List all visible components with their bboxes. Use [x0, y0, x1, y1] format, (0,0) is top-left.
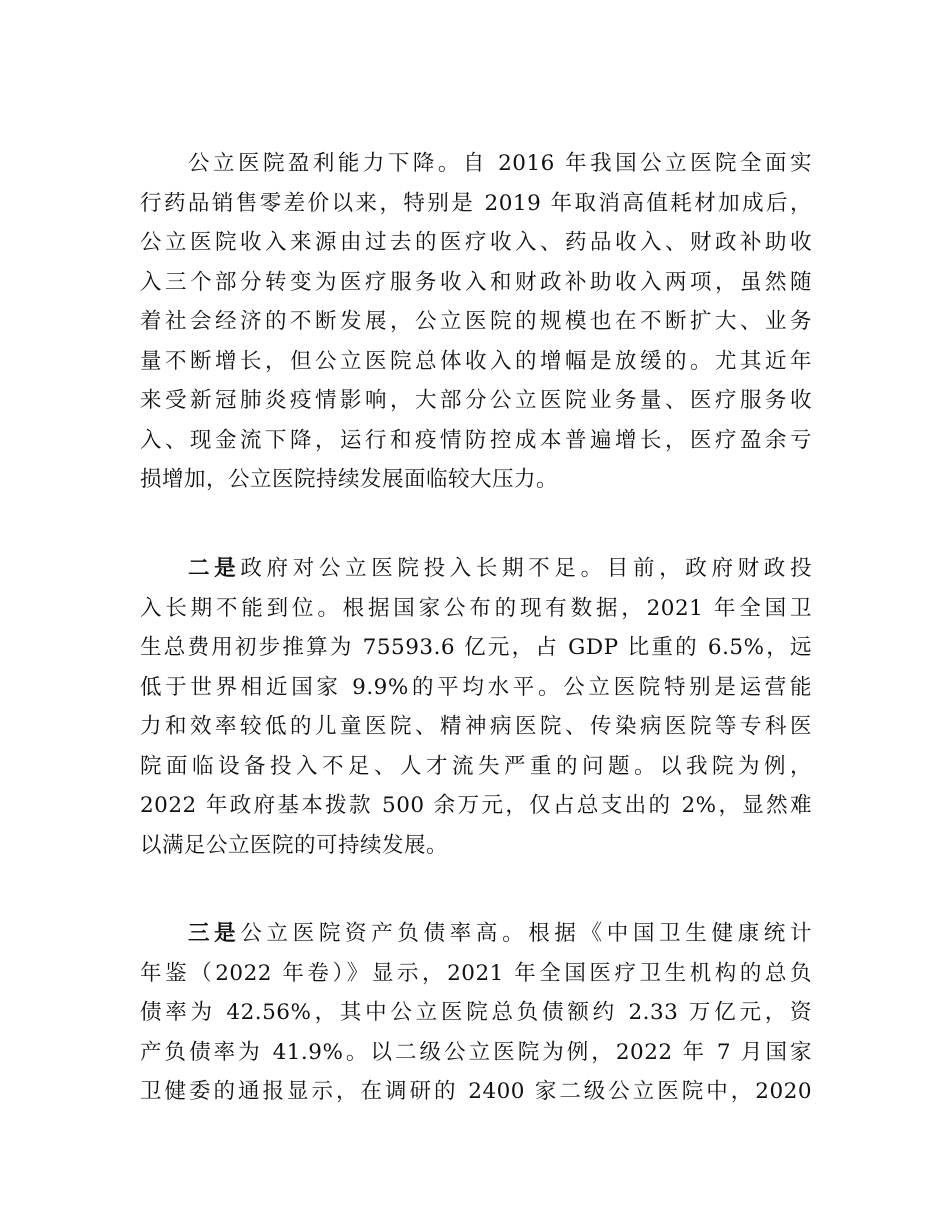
text-line: 力和效率较低的儿童医院、精神病医院、传染病医院等专科医	[140, 714, 812, 739]
paragraph-debt-ratio	[140, 914, 812, 1112]
text-line	[140, 549, 812, 589]
text-line: 2022 年政府基本拨款 500 余万元，仅占总支出的 2%，显然难	[140, 793, 812, 818]
text-line: 公立医院盈利能力下降。自 2016 年我国公立医院全面实	[188, 151, 812, 176]
paragraph-government-investment	[140, 549, 812, 865]
text-line: 产负债率为 41.9%。以二级公立医院为例，2022 年 7 月国家	[140, 1039, 812, 1065]
paragraph-profitability	[140, 144, 812, 500]
text-line: 生总费用初步推算为 75593.6 亿元，占 GDP 比重的 6.5%，远	[140, 635, 812, 660]
text-line: 着社会经济的不断发展，公立医院的规模也在不断扩大、业务	[140, 309, 812, 334]
text-line: 院面临设备投入不足、人才流失严重的问题。以我院为例，	[140, 753, 812, 779]
text-line: 债率为 42.56%，其中公立医院总负债额约 2.33 万亿元，资	[140, 1000, 812, 1025]
text-line: 量不断增长，但公立医院总体收入的增幅是放缓的。尤其近年	[140, 348, 812, 374]
paragraph-lead: 二是	[188, 556, 241, 581]
text-line: 年鉴（2022 年卷）》显示，2021 年全国医疗卫生机构的总负	[140, 960, 812, 986]
text-line: 入三个部分转变为医疗服务收入和财政补助收入两项，虽然随	[140, 269, 812, 295]
text-line-content: 政府对公立医院投入长期不足。目前，政府财政投	[240, 556, 812, 581]
text-line	[140, 914, 812, 954]
text-line: 入长期不能到位。根据国家公布的现有数据，2021 年全国卫	[140, 595, 812, 621]
text-line: 行药品销售零差价以来，特别是 2019 年取消高值耗材加成后，	[140, 190, 812, 216]
text-line: 低于世界相近国家 9.9%的平均水平。公立医院特别是运营能	[140, 674, 812, 700]
text-line: 来受新冠肺炎疫情影响，大部分公立医院业务量、医疗服务收	[140, 388, 812, 413]
text-line: 入、现金流下降，运行和疫情防控成本普遍增长，医疗盈余亏	[140, 427, 812, 453]
text-line: 以满足公立医院的可持续发展。	[140, 832, 449, 858]
text-line-content: 公立医院资产负债率高。根据《中国卫生健康统计	[240, 921, 812, 946]
text-line: 公立医院收入来源由过去的医疗收入、药品收入、财政补助收	[140, 230, 812, 255]
paragraph-lead: 三是	[188, 921, 241, 946]
text-line: 损增加，公立医院持续发展面临较大压力。	[140, 467, 559, 492]
text-line: 卫健委的通报显示，在调研的 2400 家二级公立医院中，2020	[140, 1079, 812, 1104]
